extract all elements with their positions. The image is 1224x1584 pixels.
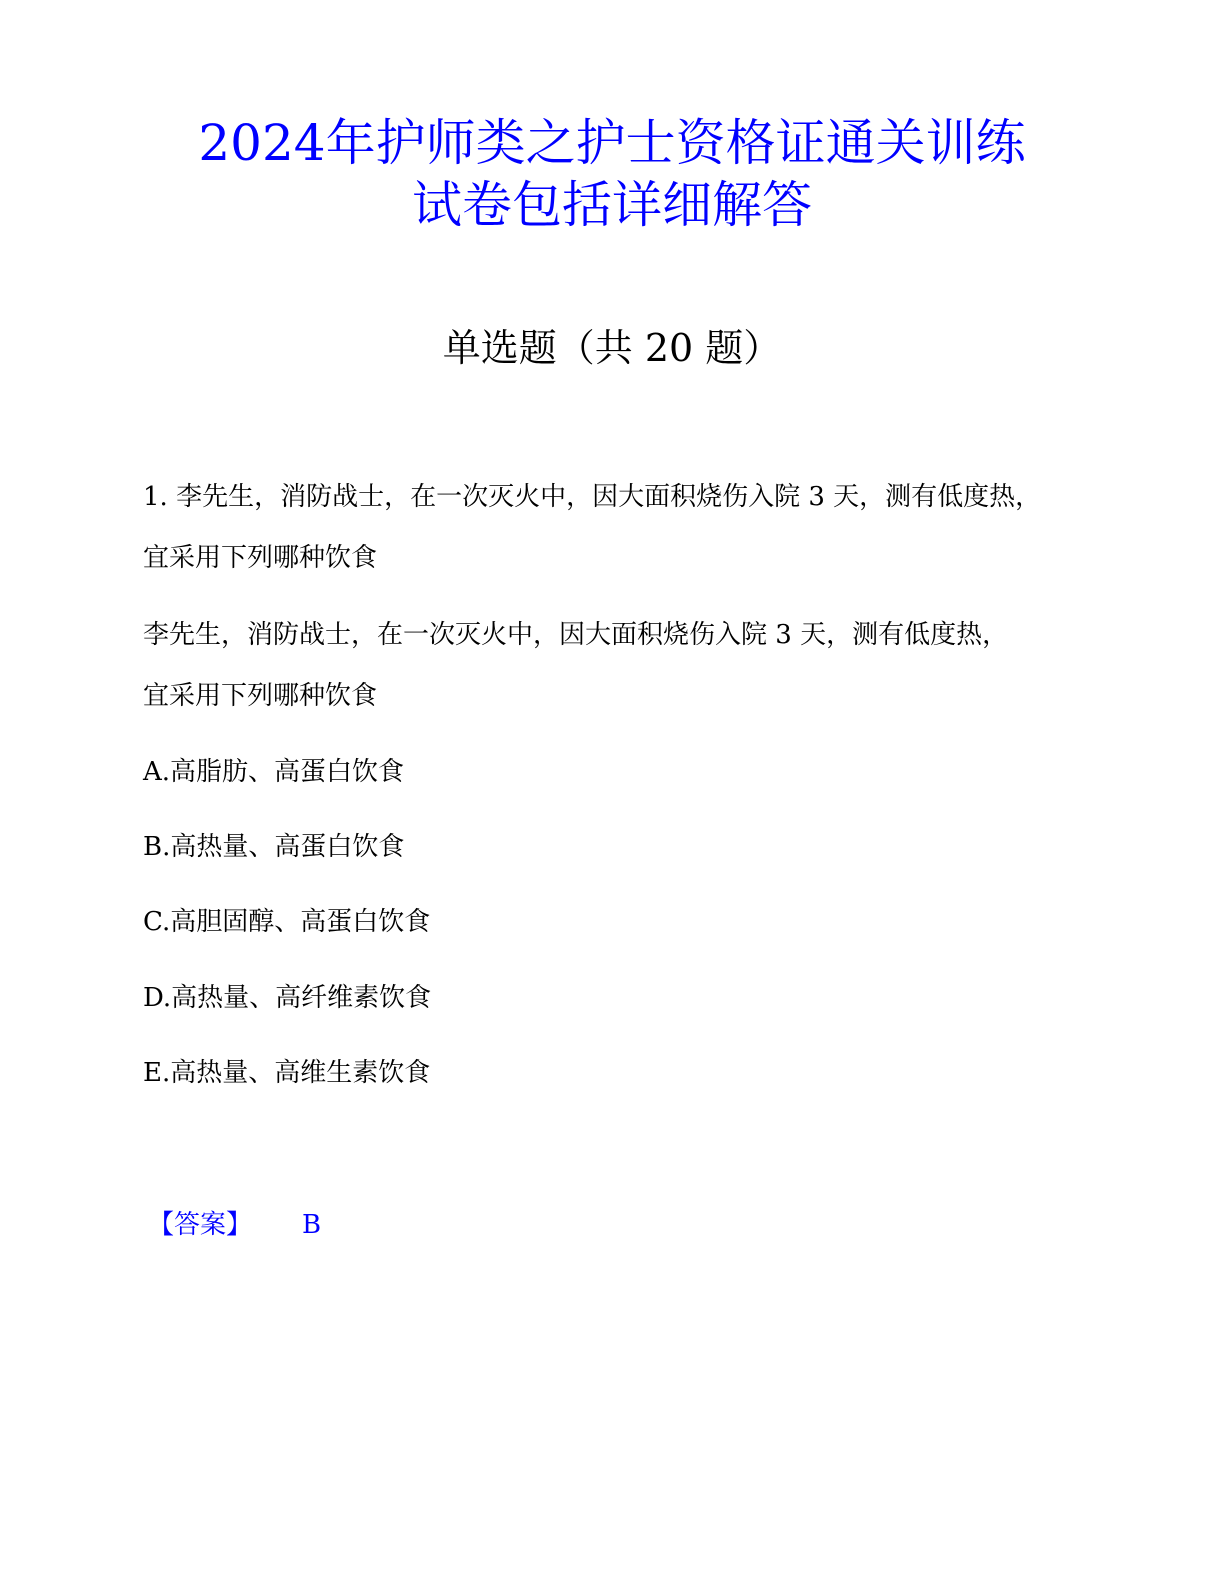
question-stem-line-2: 宜采用下列哪种饮食 bbox=[143, 543, 378, 573]
option-b: B.高热量、高蛋白饮食 bbox=[143, 832, 405, 862]
answer-label: 【答案】 bbox=[148, 1210, 253, 1240]
document-title-line-1: 2024年护师类之护士资格证通关训练 bbox=[198, 114, 1026, 172]
question-stem-line-1: 1. 李先生，消防战士，在一次灭火中，因大面积烧伤入院 3 天，测有低度热， bbox=[143, 482, 1042, 512]
document-title-line-2: 试卷包括详细解答 bbox=[412, 176, 812, 234]
option-d: D.高热量、高纤维素饮食 bbox=[143, 983, 432, 1013]
option-e: E.高热量、高维生素饮食 bbox=[143, 1058, 431, 1088]
question-repeat-line-2: 宜采用下列哪种饮食 bbox=[143, 681, 378, 711]
section-heading: 单选题（共 20 题） bbox=[442, 326, 782, 370]
answer-row bbox=[148, 1208, 321, 1242]
document-title bbox=[120, 112, 1104, 236]
option-c: C.高胆固醇、高蛋白饮食 bbox=[143, 907, 431, 937]
question-repeat-line-1: 李先生，消防战士，在一次灭火中，因大面积烧伤入院 3 天，测有低度热， bbox=[143, 620, 1009, 650]
option-a: A.高脂肪、高蛋白饮食 bbox=[143, 757, 405, 787]
answer-value: B bbox=[302, 1210, 322, 1240]
